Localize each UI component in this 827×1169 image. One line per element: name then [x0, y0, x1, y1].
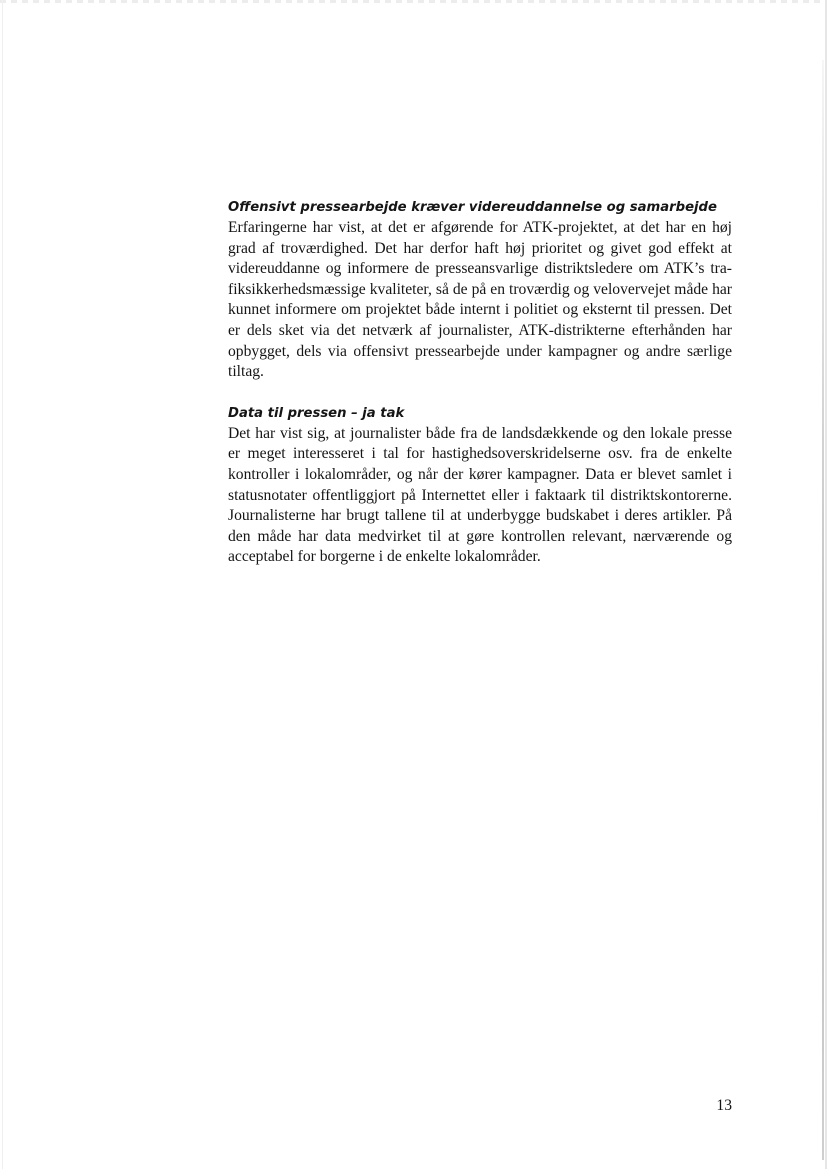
- scan-artifact-right: [822, 60, 824, 1160]
- section-data-for-press: [228, 403, 732, 568]
- scan-artifact-top: [0, 0, 827, 3]
- section-press-work: [228, 197, 732, 383]
- section-heading: Offensivt pressearbejde kræver videreuddannelse og samarbejde: [228, 200, 717, 215]
- scan-artifact-left: [2, 0, 3, 1169]
- page-number: 13: [716, 1097, 732, 1114]
- page-content: [228, 197, 732, 568]
- section-body: Det har vist sig, at journalister både fra de landsdækkende og den lokale presse er meget interesseret i tal for hastighedsoverskridelserne osv. fra de enkelte kontroller i lokalområder, og når der kører kampagner. Data er blevet samlet i statusnotater offentliggjort på Internettet eller i faktaark til distriktskontorerne. Journalisterne har brugt tallene til at underbygge budskabet i deres artikler. På den måde har data medvirket til at gøre kontrollen relevant, nærværende og acceptabel for borgerne i de enkelte lokalområder.: [228, 424, 732, 566]
- section-body: Erfaringerne har vist, at det er afgørende for ATK-projektet, at det har en høj grad af troværdighed. Det har derfor haft høj prioritet og givet god effekt at videreuddanne og informere de presseansvarlige distriktsledere om ATK’s trafiksikkerhedsmæssige kvaliteter, så de på en troværdig og velovervejet måde har kunnet informere om projektet både internt i politiet og eksternt til pressen. Det er dels sket via det netværk af journalister, ATK-distrikterne efterhånden har opbygget, dels via offensivt pressearbejde under kampagner og andre særlige tiltag.: [228, 219, 732, 381]
- section-heading: Data til pressen – ja tak: [228, 405, 405, 421]
